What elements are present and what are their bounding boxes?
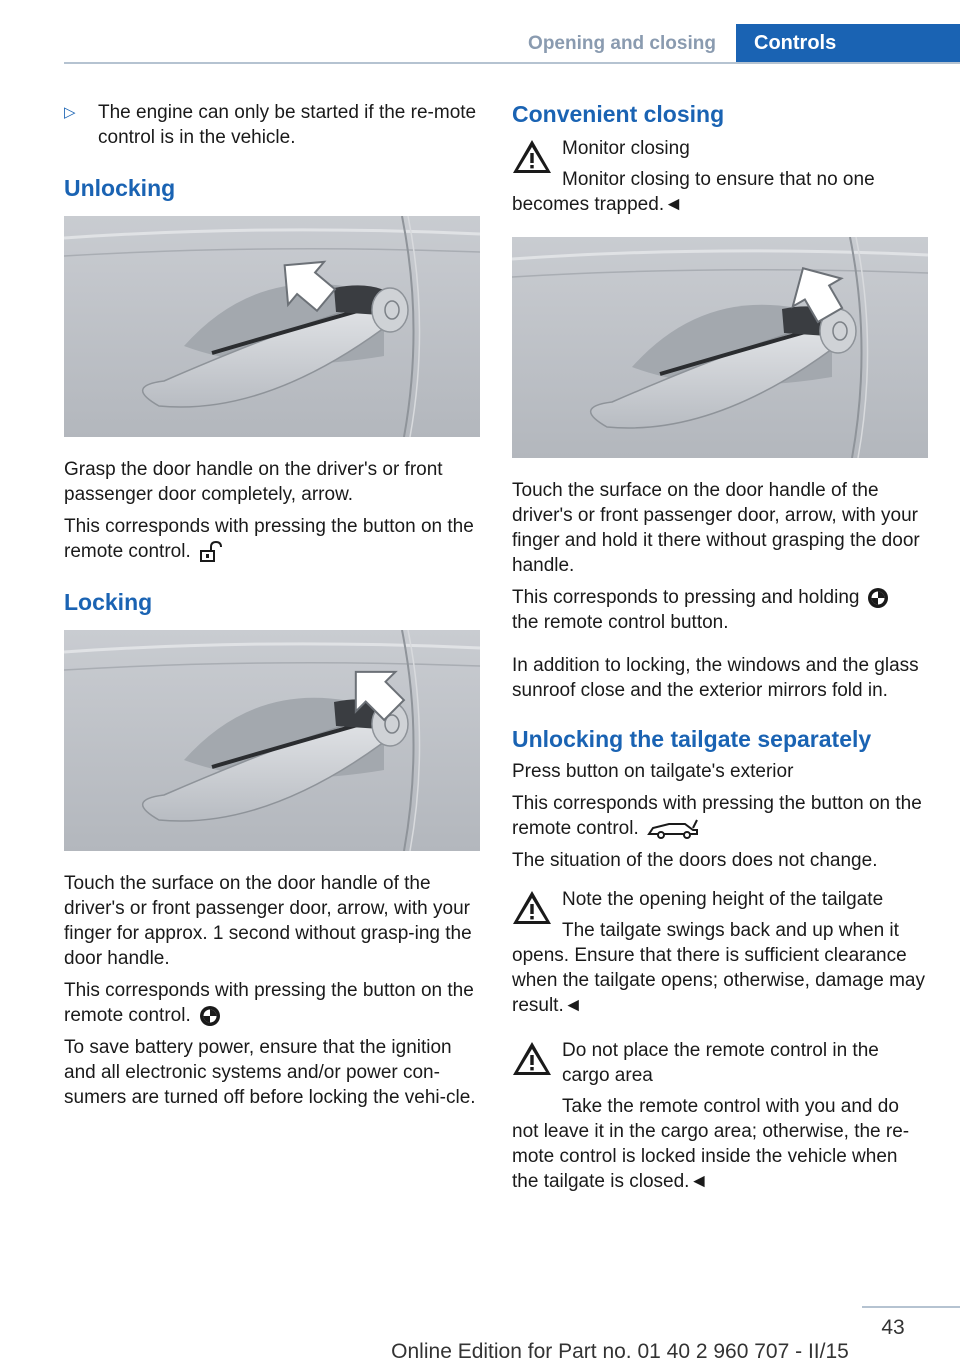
warning-triangle-icon	[512, 138, 552, 174]
tailgate-heading: Unlocking the tailgate separately	[512, 726, 872, 752]
locking-heading: Locking	[64, 589, 153, 615]
door-handle-convenient-closing-image	[512, 237, 928, 458]
page-number: 43	[881, 1316, 905, 1339]
warning-title: Do not place the remote control in the cargo area	[562, 1040, 879, 1086]
convenient-closing-heading: Convenient closing	[512, 101, 725, 127]
chapter-tab[interactable]: Controls	[736, 24, 960, 62]
warning-monitor-closing	[512, 136, 928, 217]
warning-triangle-icon	[512, 889, 552, 925]
locking-text-3: To save battery power, ensure that the ignition and all electronic systems and/or power con‐sumers are turned off before locking the vehi‐cle.	[64, 1037, 476, 1108]
bullet-triangle-icon: ▷	[64, 104, 76, 121]
warning-remote-cargo	[512, 1038, 928, 1194]
warning-title: Note the opening height of the tailgate	[562, 889, 884, 910]
door-handle-lock-image	[64, 630, 480, 851]
locking-text-1: Touch the surface on the door handle of the driver's or front passenger door, arrow, with your finger for approx. 1 second without grasp‐ing the door handle.	[64, 873, 472, 969]
unlocking-text-1: Grasp the door handle on the driver's or front passenger door completely, arrow.	[64, 459, 443, 505]
left-column	[64, 100, 480, 1117]
locking-text-2: This corresponds with pressing the button on the remote control.	[64, 980, 474, 1026]
warning-title: Monitor closing	[562, 138, 690, 159]
convenient-text-3: In addition to locking, the windows and the glass sunroof close and the exterior mirrors fold in.	[512, 655, 919, 701]
unlocking-text-2: This corresponds with pressing the button on the remote control.	[64, 516, 474, 562]
bullet-text: The engine can only be started if the re‐mote control is in the vehicle.	[98, 102, 477, 148]
warning-triangle-icon	[512, 1040, 552, 1076]
warning-text: Take the remote control with you and do not leave it in the cargo area; otherwise, the re‐mote control is locked inside the vehicle when the tailgate is closed.◄	[512, 1096, 910, 1192]
bmw-logo-icon	[867, 587, 889, 609]
bullet-item	[64, 100, 480, 150]
tailgate-text-3: The situation of the doors does not change.	[512, 850, 878, 871]
car-tailgate-icon	[647, 818, 699, 840]
tailgate-text-2: This corresponds with pressing the button on the remote control.	[512, 793, 922, 839]
footer-divider	[862, 1306, 960, 1308]
warning-text: The tailgate swings back and up when it opens. Ensure that there is sufficient clearance when the tailgate opens; otherwise, damage may result.◄	[512, 920, 925, 1016]
warning-tailgate-height	[512, 887, 928, 1018]
tailgate-text-1: Press button on tailgate's exterior	[512, 761, 794, 782]
convenient-text-1: Touch the surface on the door handle of the driver's or front passenger door, arrow, with your finger and hold it there without grasping the door handle.	[512, 480, 920, 576]
warning-text: Monitor closing to ensure that no one becomes trapped.◄	[512, 169, 875, 215]
bmw-logo-icon	[199, 1005, 221, 1027]
door-handle-unlock-image	[64, 216, 480, 437]
right-column	[512, 100, 928, 1214]
section-tab[interactable]: Opening and closing	[528, 33, 716, 54]
unlocking-heading: Unlocking	[64, 175, 176, 201]
convenient-text-2: This corresponds to pressing and holding the remote control button.	[512, 585, 928, 635]
unlock-padlock-icon	[199, 541, 223, 563]
edition-footer: Online Edition for Part no. 01 40 2 960 707 - II/15	[391, 1340, 849, 1363]
